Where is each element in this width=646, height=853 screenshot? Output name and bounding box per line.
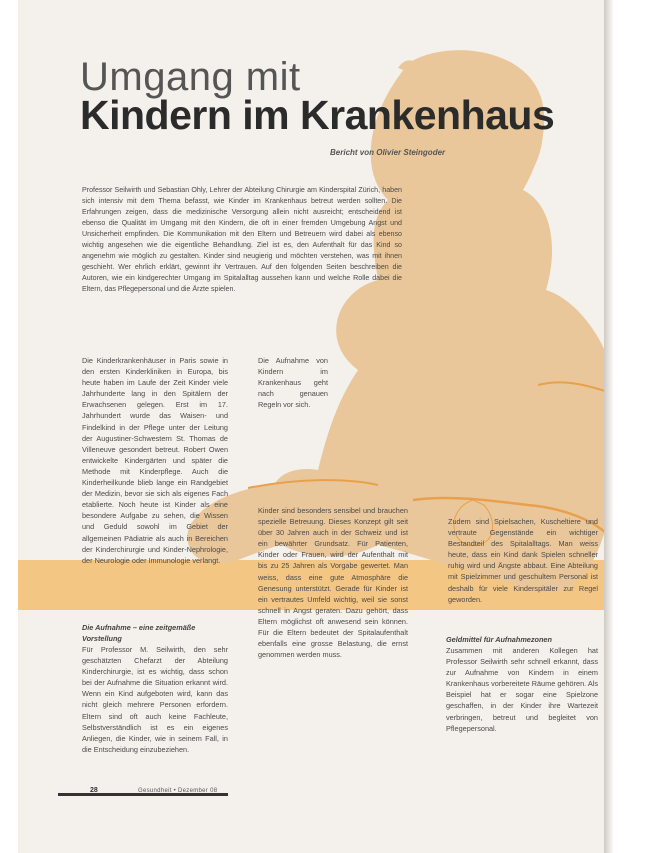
column1-paragraph2: Für Professor M. Seilwirth, den sehr geschätzten Chefarzt der Abteilung Kinderchirurgie, ist es wichtig, dass schon bei der Aufnahme die Situation erkannt wird. Wenn ein Kind aufgeboten wird, kann das nicht gleich mehrere Personen erfordern. Eltern sind oft auch keine Fachleute, Selbstverständlich ist es ein eigenes Anliegen, die Kinder, wie in seinem Fall, in die Entscheidung einzubeziehen. bbox=[82, 645, 228, 754]
column2-paragraph-b: Kinder sind besonders sensibel und brauchen spezielle Betreuung. Dieses Konzept gilt seit über 30 Jahren auch in der Schweiz und ist ein bewährter Grundsatz. Für Patienten, Kinder oder Frauen, wird der Aufenthalt mit bis zu 25 Jahren als Vorgabe gewertet. Man weiss, dass eine gute Atmosphäre die Genesung unterstützt. Gerade für Kinder ist ein vertrautes Umfeld wichtig, weil sie sonst schnell in Angst geraten. Dazu gehört, dass Eltern möglichst oft anwesend sein können. Für die Eltern bedeutet der Spitalaufenthalt ebenfalls eine grosse Belastung, die ernst genommen werden muss. bbox=[258, 506, 408, 660]
column2-paragraph-a: Die Aufnahme von Kindern im Krankenhaus geht nach genauen Regeln vor sich. bbox=[258, 356, 328, 410]
column1-lower bbox=[82, 622, 228, 755]
author-byline: Bericht von Olivier Steingoder bbox=[330, 148, 446, 157]
article-title-line1: Umgang mit bbox=[80, 55, 301, 99]
article-title-line2: Kindern im Krankenhaus bbox=[80, 92, 555, 138]
column1-subhead: Die Aufnahme – eine zeitgemäße Vorstellung bbox=[82, 623, 196, 643]
lead-paragraph: Professor Seilwirth und Sebastian Ohly, Lehrer der Abteilung Chirurgie am Kinderspital Zürich, haben sich intensiv mit dem Thema befasst, wie Kinder im Krankenhaus betreut werden sollten. Die Erfahrungen zeigen, dass die medizinische Versorgung allein nicht ausreicht; entscheidend ist ebenso die Qualität im Umgang mit den Kindern, die oft in einer fremden Umgebung Angst und Unsicherheit empfinden. Die Kommunikation mit den Eltern und Betreuern wird dabei als ebenso wichtig angesehen wie die eigentliche Behandlung. Ziel ist es, den Aufenthalt für das Kind so angenehm wie möglich zu gestalten. Kinder sind neugierig und möchten verstehen, was mit ihnen geschieht. Wer ehrlich erklärt, gewinnt ihr Vertrauen. Auf den folgenden Seiten beschreiben die Autoren, wie ein kindgerechter Umgang im Spitalalltag aussehen kann und welche Rolle dabei die Eltern, das Pflegepersonal und die Ärzte spielen. bbox=[82, 186, 402, 293]
column1-paragraph: Die Kinderkrankenhäuser in Paris sowie in den ersten Kinderkliniken in Europa, bis heute haben im Laufe der Zeit Kinder viele Jahrhunderte lang in den Spitälern der Erwachsenen gelegen. Erst im 17. Jahrhundert wurde das Waisen- und Findelkind in der Pflege unter der Leitung der Augustiner-Schwestern St. Thomas de Villeneuve gesondert betreut. Robert Owen entwickelte Kindergärten und später die Methode mit Kinderpflege. Auch die Kinderheilkunde blieb lange ein Randgebiet der Medizin, bevor sie sich als eigenes Fach etablierte. Noch heute ist Kinder als eine besondere Aufgabe zu sehen, die Wissen und Geduld sowohl im Gebiet der allgemeinen Pädiatrie als auch in Bereichen der Kinderchirurgie und Kinder-Nephrologie, der Neurologie oder Immunologie verlangt. bbox=[82, 356, 228, 565]
column3-subhead: Geldmittel für Aufnahmezonen bbox=[446, 635, 552, 644]
column3-paragraph-a: Zudem sind Spielsachen, Kuscheltiere und vertraute Gegenstände ein wichtiger Bestandteil des Spitalalltags. Man weiss heute, dass ein Kind dank Spielen schneller ruhig wird und Ängste abbaut. Eine Abteilung mit Spielzimmer und geschultem Personal ist deshalb für viele Kinderspitäler zur Regel geworden. bbox=[448, 517, 598, 604]
column3-paragraph-b: Zusammen mit anderen Kollegen hat Professor Seilwirth sehr schnell erkannt, dass zur Aufnahme von Kindern in einem Krankenhaus vorbereitete Räume gehören. Als Beispiel hat er sogar eine Spielzone geschaffen, in der Kinder ihre Wartezeit verbringen, betreut und begleitet von Pflegepersonal. bbox=[446, 646, 598, 733]
page-number: 28 bbox=[90, 787, 98, 794]
footer-publication: Gesundheit • Dezember 08 bbox=[138, 788, 218, 794]
magazine-page bbox=[18, 0, 608, 853]
column3-lower bbox=[446, 634, 598, 734]
page-edge-shadow bbox=[604, 0, 614, 853]
